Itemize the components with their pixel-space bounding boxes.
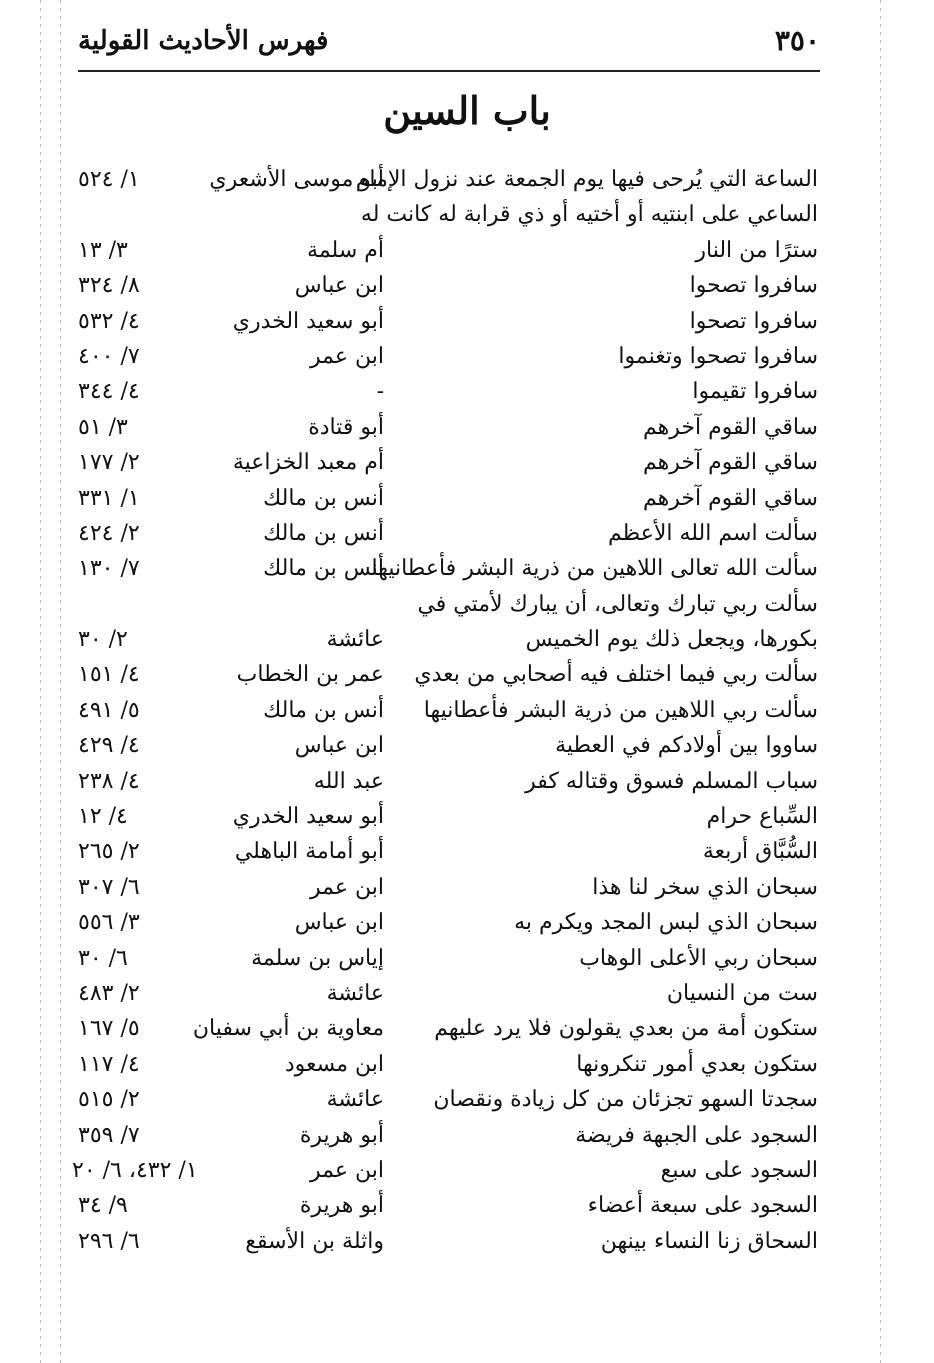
index-entry <box>0 834 934 869</box>
volume-page-reference: ٤/ ١٥١ <box>78 662 140 688</box>
narrator-name: - <box>376 379 384 405</box>
volume-page-reference: ٤/ ١٢ <box>78 804 128 830</box>
narrator-name: أبو هريرة <box>299 1193 384 1219</box>
narrator-name: أم معبد الخزاعية <box>232 450 384 476</box>
index-entry <box>0 622 934 657</box>
narrator-name: عبد الله <box>313 768 384 794</box>
index-entry <box>0 197 934 232</box>
narrator-name: ابن عباس <box>294 910 384 936</box>
index-entry <box>0 799 934 834</box>
hadith-text: ساقي القوم آخرهم <box>642 485 818 511</box>
hadith-text: سافروا تصحوا وتغنموا <box>618 343 818 369</box>
volume-page-reference: ٣/ ٥١ <box>78 414 128 440</box>
volume-page-reference: ٤/ ٢٣٨ <box>78 768 140 794</box>
index-entry <box>0 1047 934 1082</box>
volume-page-reference: ٧/ ٤٠٠ <box>78 343 140 369</box>
hadith-text: سبحان الذي لبس المجد ويكرم به <box>514 910 818 936</box>
volume-page-reference: ٩/ ٣٤ <box>78 1193 128 1219</box>
header-divider <box>78 70 820 72</box>
index-entry <box>0 410 934 445</box>
narrator-name: أبو سعيد الخدري <box>232 308 384 334</box>
narrator-name: أبو موسى الأشعري <box>209 167 384 192</box>
narrator-name: أبو أمامة الباهلي <box>234 839 384 865</box>
narrator-name: عائشة <box>326 1087 384 1113</box>
volume-page-reference: ٢/ ٥١٥ <box>78 1087 140 1113</box>
hadith-text: ساقي القوم آخرهم <box>642 414 818 440</box>
volume-page-reference: ٤/ ١١٧ <box>78 1051 140 1077</box>
narrator-name: أنس بن مالك <box>263 485 384 511</box>
narrator-name: أنس بن مالك <box>263 520 384 546</box>
volume-page-reference: ١/ ٣٣١ <box>78 485 140 511</box>
index-entry <box>0 268 934 303</box>
index-entry <box>0 657 934 692</box>
volume-page-reference: ٢/ ١٧٧ <box>78 450 140 476</box>
narrator-name: ابن عمر <box>310 343 384 369</box>
hadith-text: سجدتا السهو تجزئان من كل زيادة ونقصان <box>433 1087 818 1113</box>
volume-page-reference: ٢/ ٢٦٥ <box>78 839 140 865</box>
narrator-name: عائشة <box>326 980 384 1006</box>
page-header <box>78 18 820 70</box>
hadith-text: الساعي على ابنتيه أو أختيه أو ذي قرابة له كانت له <box>360 202 818 228</box>
index-entry <box>0 764 934 799</box>
volume-page-reference: ٢/ ٤٢٤ <box>78 520 140 546</box>
index-entry <box>0 905 934 940</box>
index-entry <box>0 693 934 728</box>
running-head: فهرس الأحاديث القولية <box>78 26 329 56</box>
hadith-text: السحاق زنا النساء بينهن <box>600 1228 818 1254</box>
index-entry <box>0 1082 934 1117</box>
index-entry <box>0 1188 934 1223</box>
hadith-text: سبحان ربي الأعلى الوهاب <box>579 945 818 971</box>
page-number: ٣٥٠ <box>774 24 820 57</box>
narrator-name: أبو هريرة <box>299 1122 384 1148</box>
hadith-text: ستكون أمة من بعدي يقولون فلا يرد عليهم <box>434 1016 818 1042</box>
index-entry <box>0 870 934 905</box>
hadith-text: سألت الله تعالى اللاهين من ذرية البشر فأعطانيها <box>371 556 818 582</box>
narrator-name: واثلة بن الأسقع <box>245 1228 384 1254</box>
index-entry <box>0 1153 934 1188</box>
volume-page-reference: ٥/ ١٦٧ <box>78 1016 140 1042</box>
index-entry <box>0 976 934 1011</box>
volume-page-reference: ٢/ ٤٨٣ <box>78 980 140 1006</box>
volume-page-reference: ٧/ ١٣٠ <box>78 556 140 582</box>
hadith-text: سألت اسم الله الأعظم <box>608 520 818 546</box>
hadith-text: سباب المسلم فسوق وقتاله كفر <box>525 768 818 794</box>
narrator-name: أبو قتادة <box>308 414 384 440</box>
volume-page-reference: ٦/ ٣٠٧ <box>78 874 140 900</box>
hadith-text: بكورها، ويجعل ذلك يوم الخميس <box>525 627 818 653</box>
index-entry <box>0 304 934 339</box>
volume-page-reference: ٣/ ١٣ <box>78 237 128 263</box>
hadith-text: سافروا تقيموا <box>692 379 818 405</box>
narrator-name: ابن عباس <box>294 733 384 759</box>
hadith-text: ساقي القوم آخرهم <box>642 450 818 476</box>
narrator-name: معاوية بن أبي سفيان <box>192 1016 384 1042</box>
narrator-name: أنس بن مالك <box>263 556 384 582</box>
narrator-name: إياس بن سلمة <box>251 945 384 971</box>
index-entry <box>0 162 934 197</box>
hadith-text: الساعة التي يُرحى فيها يوم الجمعة عند نزول الإمام <box>355 167 818 192</box>
index-entry <box>0 339 934 374</box>
narrator-name: ابن عمر <box>310 874 384 900</box>
volume-page-reference: ٨/ ٣٢٤ <box>78 273 140 299</box>
narrator-name: ابن مسعود <box>284 1051 384 1077</box>
index-entry <box>0 1118 934 1153</box>
narrator-name: ابن عمر <box>310 1157 384 1183</box>
volume-page-reference: ٦/ ٢٩٦ <box>78 1228 140 1254</box>
hadith-text: سافروا تصحوا <box>689 308 818 334</box>
volume-page-reference: ٧/ ٣٥٩ <box>78 1122 140 1148</box>
index-entry <box>0 1224 934 1259</box>
index-entry <box>0 551 934 586</box>
hadith-text: السجود على سبعة أعضاء <box>587 1193 818 1219</box>
narrator-name: ابن عباس <box>294 273 384 299</box>
volume-page-reference: ٥/ ٤٩١ <box>78 697 140 723</box>
hadith-text: السُّبَّاق أربعة <box>702 839 818 865</box>
index-entry <box>0 728 934 763</box>
hadith-text: السِّباع حرام <box>706 804 818 830</box>
hadith-text: سترًا من النار <box>695 237 818 263</box>
section-title: باب السين <box>383 88 551 133</box>
narrator-name: عائشة <box>326 627 384 653</box>
volume-page-reference: ٤/ ٤٢٩ <box>78 733 140 759</box>
volume-page-reference: ٦/ ٣٠ <box>78 945 128 971</box>
hadith-text: السجود على سبع <box>660 1157 818 1183</box>
narrator-name: عمر بن الخطاب <box>236 662 384 688</box>
volume-page-reference: ١/ ٤٣٢، ٦/ ٢٠ <box>72 1157 198 1183</box>
volume-page-reference: ١/ ٥٢٤ <box>78 167 140 192</box>
index-entry <box>0 233 934 268</box>
hadith-text: سبحان الذي سخر لنا هذا <box>592 874 818 900</box>
hadith-text: سألت ربي اللاهين من ذرية البشر فأعطانيها <box>423 697 818 723</box>
volume-page-reference: ٤/ ٣٤٤ <box>78 379 140 405</box>
volume-page-reference: ٣/ ٥٥٦ <box>78 910 140 936</box>
hadith-text: سألت ربي تبارك وتعالى، أن يبارك لأمتي في <box>417 591 818 617</box>
index-entry <box>0 481 934 516</box>
hadith-text: ستكون بعدي أمور تنكرونها <box>576 1051 818 1077</box>
index-entry <box>0 516 934 551</box>
narrator-name: أبو سعيد الخدري <box>232 804 384 830</box>
hadith-text: ست من النسيان <box>666 980 818 1006</box>
volume-page-reference: ٤/ ٥٣٢ <box>78 308 140 334</box>
volume-page-reference: ٢/ ٣٠ <box>78 627 128 653</box>
hadith-index-list <box>0 162 934 1259</box>
index-entry <box>0 445 934 480</box>
hadith-text: السجود على الجبهة فريضة <box>575 1122 818 1148</box>
hadith-text: ساووا بين أولادكم في العطية <box>555 733 818 759</box>
narrator-name: أم سلمة <box>307 237 384 263</box>
index-entry <box>0 587 934 622</box>
index-entry <box>0 374 934 409</box>
narrator-name: أنس بن مالك <box>263 697 384 723</box>
hadith-text: سافروا تصحوا <box>689 273 818 299</box>
hadith-text: سألت ربي فيما اختلف فيه أصحابي من بعدي <box>414 662 818 688</box>
index-entry <box>0 1011 934 1046</box>
index-entry <box>0 941 934 976</box>
